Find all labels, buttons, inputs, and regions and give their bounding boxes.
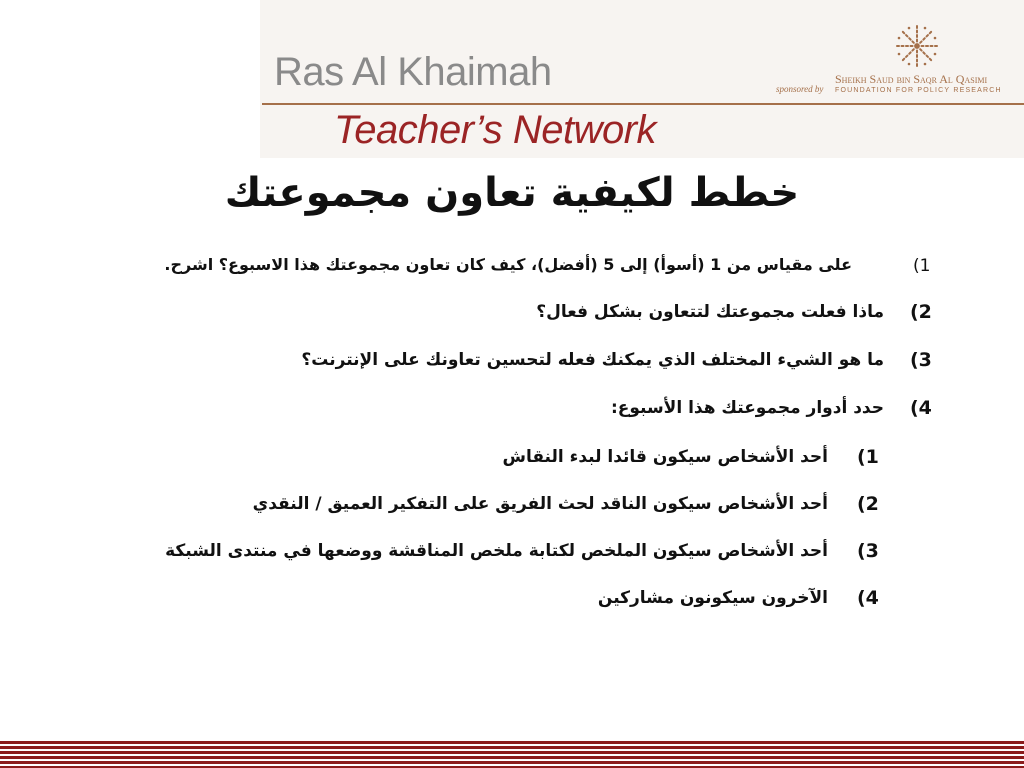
question-item (184, 302, 884, 330)
question-number: (2 (910, 301, 932, 323)
footer-stripe-band (0, 741, 1024, 768)
question-text: ما هو الشيء المختلف الذي يمكنك فعله لتحسين تعاونك على الإنترنت؟ (301, 350, 884, 370)
foundation-sunburst-icon (893, 22, 941, 70)
role-number: (1 (857, 446, 879, 468)
question-item (22, 255, 852, 283)
question-number: (1 (913, 256, 931, 276)
role-number: (3 (857, 540, 879, 562)
question-number: (3 (910, 349, 932, 371)
foundation-name: Sheikh Saud bin Saqr Al Qasimi (835, 72, 988, 86)
header-divider (262, 103, 1024, 105)
role-text: أحد الأشخاص سيكون قائدا لبدء النقاش (502, 447, 828, 467)
question-text: حدد أدوار مجموعتك هذا الأسبوع: (610, 398, 884, 418)
question-text: على مقياس من 1 (أسوأ) إلى 5 (أفضل)، كيف كان تعاون مجموعتك هذا الاسبوع؟ اشرح. (164, 255, 852, 274)
role-item (8, 541, 828, 569)
role-text: الآخرون سيكونون مشاركين (597, 588, 828, 608)
role-text: أحد الأشخاص سيكون الملخص لكتابة ملخص المناقشة ووضعها في منتدى الشبكة (165, 541, 828, 561)
foundation-subtitle: FOUNDATION FOR POLICY RESEARCH (835, 87, 1002, 94)
role-text: أحد الأشخاص سيكون الناقد لحث الفريق على التفكير العميق / النقدي (252, 494, 828, 514)
question-text: ماذا فعلت مجموعتك لتتعاون بشكل فعال؟ (536, 302, 884, 322)
sponsored-by-label: sponsored by (776, 84, 824, 94)
question-item (84, 350, 884, 378)
brand-ras-al-khaimah: Ras Al Khaimah (274, 50, 552, 94)
role-item (28, 494, 828, 522)
question-item (184, 398, 884, 426)
role-number: (4 (857, 587, 879, 609)
role-item (68, 588, 828, 616)
question-number: (4 (910, 397, 932, 419)
slide-title: خطط لكيفية تعاون مجموعتك (224, 170, 800, 216)
role-item (68, 447, 828, 475)
brand-teachers-network: Teacher’s Network (334, 108, 657, 152)
role-number: (2 (857, 493, 879, 515)
